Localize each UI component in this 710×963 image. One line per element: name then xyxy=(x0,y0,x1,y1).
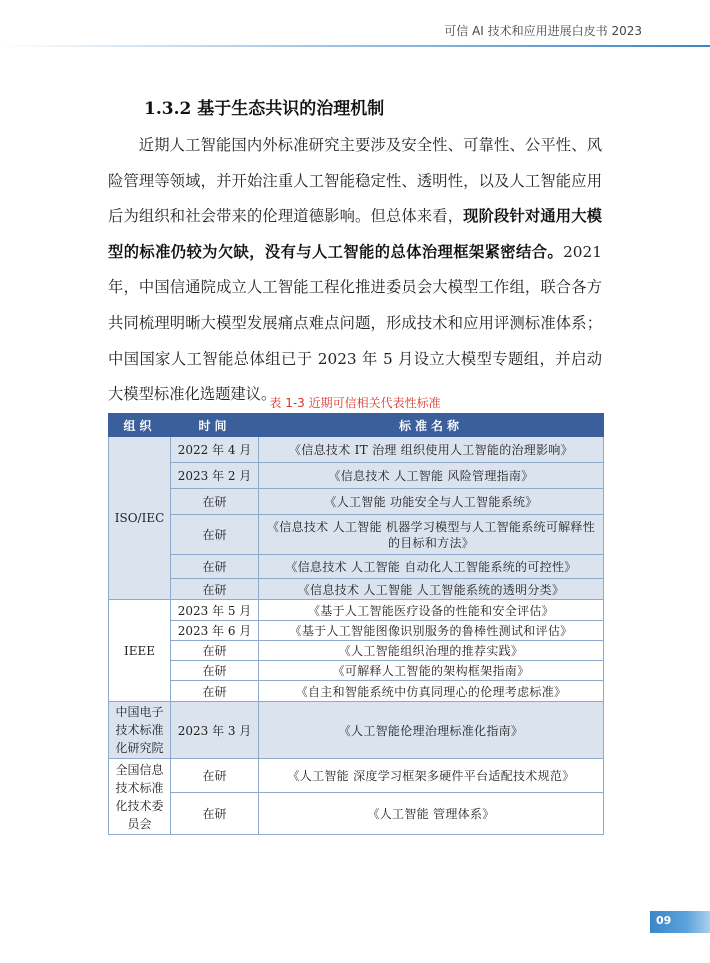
header-divider xyxy=(0,45,710,47)
page-number: 09 xyxy=(656,914,672,927)
page-number-badge xyxy=(650,911,710,933)
time-cell: 在研 xyxy=(171,579,259,600)
org-cell: ISO/IEC xyxy=(109,437,171,600)
table-row xyxy=(109,555,604,579)
name-cell: 《信息技术 人工智能 机器学习模型与人工智能系统可解释性的目标和方法》 xyxy=(259,515,604,555)
name-cell: 《信息技术 人工智能 人工智能系统的透明分类》 xyxy=(259,579,604,600)
org-cell: 全国信息技术标准化技术委员会 xyxy=(109,759,171,835)
table-row xyxy=(109,641,604,661)
paragraph-text-1: 近期人工智能国内外标准研究主要涉及安全性、可靠性、公平性、风险管理等领域，并开始注重人工智能稳定性、透明性，以及人工智能应用后为组织和社会带来的伦理道德影响。但总体来看， xyxy=(108,136,602,226)
page-header xyxy=(0,0,710,50)
time-cell: 2023 年 3 月 xyxy=(171,702,259,759)
time-cell: 在研 xyxy=(171,515,259,555)
table-row xyxy=(109,702,604,759)
name-cell: 《信息技术 人工智能 风险管理指南》 xyxy=(259,463,604,489)
table-row xyxy=(109,793,604,835)
name-cell: 《信息技术 IT 治理 组织使用人工智能的治理影响》 xyxy=(259,437,604,463)
time-cell: 在研 xyxy=(171,759,259,793)
name-cell: 《信息技术 人工智能 自动化人工智能系统的可控性》 xyxy=(259,555,604,579)
table-row xyxy=(109,463,604,489)
table-row xyxy=(109,621,604,641)
time-cell: 2023 年 2 月 xyxy=(171,463,259,489)
name-cell: 《人工智能组织治理的推荐实践》 xyxy=(259,641,604,661)
time-cell: 2023 年 5 月 xyxy=(171,600,259,621)
table-header-row xyxy=(109,414,604,437)
table-row xyxy=(109,759,604,793)
paragraph-bold-text: 现阶段针对通用大模型的标准仍较为欠缺，没有与人工智能的总体治理框架紧密结合。 xyxy=(108,207,602,261)
section-title: 1.3.2 基于生态共识的治理机制 xyxy=(144,99,385,119)
name-cell: 《人工智能 功能安全与人工智能系统》 xyxy=(259,489,604,515)
name-cell: 《人工智能伦理治理标准化指南》 xyxy=(259,702,604,759)
header-name: 标准名称 xyxy=(259,414,604,437)
header-title: 可信 AI 技术和应用进展白皮书 2023 xyxy=(444,24,642,38)
time-cell: 2023 年 6 月 xyxy=(171,621,259,641)
name-cell: 《基于人工智能图像识别服务的鲁棒性测试和评估》 xyxy=(259,621,604,641)
time-cell: 在研 xyxy=(171,661,259,681)
name-cell: 《人工智能 管理体系》 xyxy=(259,793,604,835)
name-cell: 《可解释人工智能的架构框架指南》 xyxy=(259,661,604,681)
table-row xyxy=(109,600,604,621)
header-org: 组织 xyxy=(109,414,171,437)
table-row xyxy=(109,681,604,702)
body-paragraph xyxy=(108,128,602,413)
table-row xyxy=(109,579,604,600)
paragraph-text-2: 2021 年，中国信通院成立人工智能工程化推进委员会大模型工作组，联合各方共同梳理明晰大模型发展痛点难点问题，形成技术和应用评测标准体系；中国国家人工智能总体组已于 2023 年 5 月设立大模型专题组，并启动大模型标准化选题建议。 xyxy=(108,242,602,404)
name-cell: 《人工智能 深度学习框架多硬件平台适配技术规范》 xyxy=(259,759,604,793)
table-row xyxy=(109,661,604,681)
time-cell: 在研 xyxy=(171,793,259,835)
table-row xyxy=(109,489,604,515)
time-cell: 在研 xyxy=(171,555,259,579)
org-cell: 中国电子技术标准化研究院 xyxy=(109,702,171,759)
name-cell: 《基于人工智能医疗设备的性能和安全评估》 xyxy=(259,600,604,621)
time-cell: 在研 xyxy=(171,681,259,702)
org-cell: IEEE xyxy=(109,600,171,702)
table-row xyxy=(109,515,604,555)
time-cell: 在研 xyxy=(171,641,259,661)
name-cell: 《自主和智能系统中仿真同理心的伦理考虑标准》 xyxy=(259,681,604,702)
header-time: 时间 xyxy=(171,414,259,437)
table-caption: 表 1-3 近期可信相关代表性标准 xyxy=(269,396,441,410)
table-row xyxy=(109,437,604,463)
time-cell: 2022 年 4 月 xyxy=(171,437,259,463)
time-cell: 在研 xyxy=(171,489,259,515)
standards-table xyxy=(108,413,604,835)
